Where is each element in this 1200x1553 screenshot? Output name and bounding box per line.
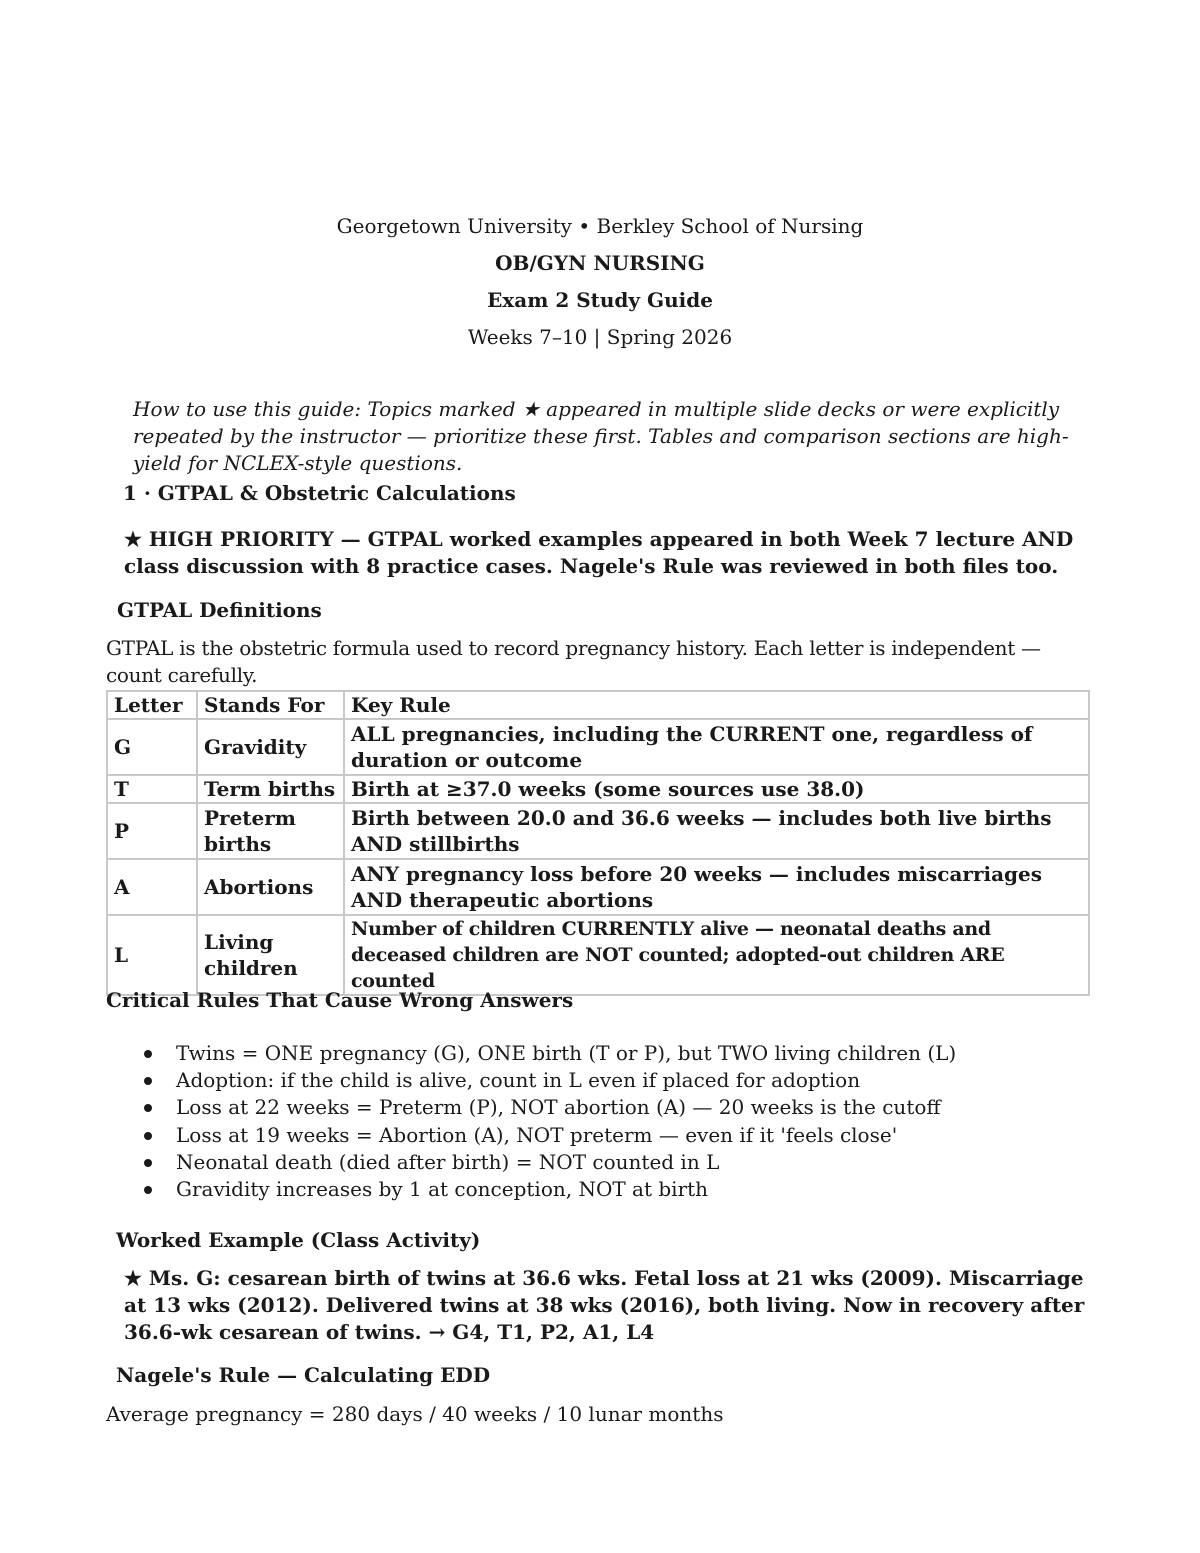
rule-text: Loss at 22 weeks = Preterm (P), NOT abortion (A) — 20 weeks is the cutoff bbox=[176, 1095, 941, 1120]
course-title: OB/GYN NURSING bbox=[495, 251, 705, 275]
table-row bbox=[107, 859, 1089, 915]
gtpal-intro-text: GTPAL is the obstetric formula used to record pregnancy history. Each letter is independent — count carefully. bbox=[106, 636, 1041, 687]
key-rule-cell: Birth at ≥37.0 weeks (some sources use 38.0) bbox=[344, 775, 1089, 803]
how-to-use-note: How to use this guide: Topics marked ★ appeared in multiple slide decks or were explicitly repeated by the instructor — prioritize these first. Tables and comparison sections are high-yield for NCLEX-style questions. bbox=[133, 397, 1069, 475]
critical-rules-list bbox=[140, 1040, 956, 1203]
stands-for-cell: Abortions bbox=[197, 859, 344, 915]
table-header-cell: Letter bbox=[107, 691, 197, 719]
rule-text: Gravidity increases by 1 at conception, NOT at birth bbox=[176, 1176, 709, 1201]
list-item bbox=[140, 1094, 956, 1121]
bullet-icon bbox=[144, 1050, 152, 1058]
high-priority-note: ★ HIGH PRIORITY — GTPAL worked examples appeared in both Week 7 lecture AND class discussion with 8 practice cases. Nagele's Rule was reviewed in both files too. bbox=[124, 527, 1074, 578]
section-1-heading: 1 · GTPAL & Obstetric Calculations bbox=[123, 481, 516, 505]
average-pregnancy-text: Average pregnancy = 280 days / 40 weeks / 10 lunar months bbox=[106, 1402, 724, 1426]
table-header-cell: Key Rule bbox=[344, 691, 1089, 719]
list-item bbox=[140, 1067, 956, 1094]
list-item bbox=[140, 1040, 956, 1067]
rule-text: Twins = ONE pregnancy (G), ONE birth (T or P), but TWO living children (L) bbox=[176, 1041, 957, 1065]
bullet-icon bbox=[144, 1132, 152, 1140]
letter-cell: G bbox=[107, 719, 197, 775]
nagele-rule-heading: Nagele's Rule — Calculating EDD bbox=[116, 1363, 491, 1387]
letter-cell: P bbox=[107, 803, 197, 859]
letter-cell: A bbox=[107, 859, 197, 915]
table-header-row bbox=[107, 691, 1089, 719]
key-rule-cell: ANY pregnancy loss before 20 weeks — includes miscarriages AND therapeutic abortions bbox=[344, 859, 1089, 915]
bullet-icon bbox=[144, 1186, 152, 1194]
table-row bbox=[107, 719, 1089, 775]
key-rule-cell: Birth between 20.0 and 36.6 weeks — includes both live births AND stillbirths bbox=[344, 803, 1089, 859]
table-row bbox=[107, 915, 1089, 995]
table-row bbox=[107, 775, 1089, 803]
table-row bbox=[107, 803, 1089, 859]
list-item bbox=[140, 1176, 956, 1203]
stands-for-cell: Living children bbox=[197, 915, 344, 995]
document-title: Exam 2 Study Guide bbox=[487, 288, 713, 312]
gtpal-table bbox=[106, 690, 1090, 996]
gtpal-definitions-heading: GTPAL Definitions bbox=[117, 598, 322, 622]
rule-text: Loss at 19 weeks = Abortion (A), NOT preterm — even if it 'feels close' bbox=[176, 1122, 898, 1147]
stands-for-cell: Preterm births bbox=[197, 803, 344, 859]
term-line: Weeks 7–10 | Spring 2026 bbox=[467, 325, 733, 349]
list-item bbox=[140, 1122, 956, 1149]
bullet-icon bbox=[144, 1077, 152, 1085]
critical-rules-heading: Critical Rules That Cause Wrong Answers bbox=[106, 988, 574, 1012]
bullet-icon bbox=[144, 1104, 152, 1112]
institution-line: Georgetown University • Berkley School of Nursing bbox=[336, 214, 864, 238]
stands-for-cell: Gravidity bbox=[197, 719, 344, 775]
table-header-cell: Stands For bbox=[197, 691, 344, 719]
letter-cell: L bbox=[107, 915, 197, 995]
worked-example-text: ★ Ms. G: cesarean birth of twins at 36.6 wks. Fetal loss at 21 wks (2009). Miscarriage at 13 wks (2012). Delivered twins at 38 wks (2016), both living. Now in recovery after 36.6-wk cesarean of twins. → G4, T1, P2, A1, L4 bbox=[124, 1266, 1085, 1344]
stands-for-cell: Term births bbox=[197, 775, 344, 803]
letter-cell: T bbox=[107, 775, 197, 803]
list-item bbox=[140, 1149, 956, 1176]
rule-text: Adoption: if the child is alive, count in L even if placed for adoption bbox=[176, 1068, 861, 1093]
bullet-icon bbox=[144, 1159, 152, 1167]
worked-example-heading: Worked Example (Class Activity) bbox=[116, 1228, 481, 1252]
key-rule-cell: Number of children CURRENTLY alive — neonatal deaths and deceased children are NOT counted; adopted-out children ARE counted bbox=[344, 915, 1089, 995]
rule-text: Neonatal death (died after birth) = NOT counted in L bbox=[176, 1149, 720, 1174]
key-rule-cell: ALL pregnancies, including the CURRENT one, regardless of duration or outcome bbox=[344, 719, 1089, 775]
